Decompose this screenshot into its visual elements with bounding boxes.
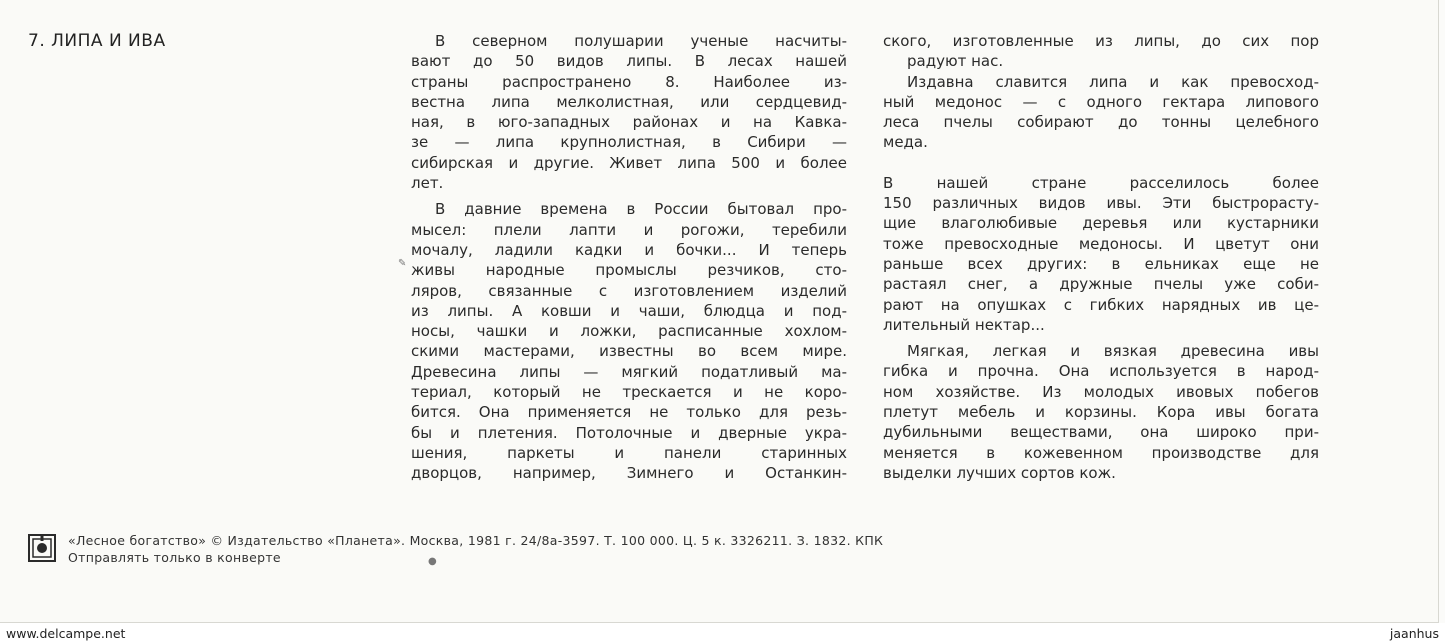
text-line: мочалу, ладили кадки и бочки... И теперь bbox=[411, 240, 847, 259]
text-line: шения, паркеты и панели старинных bbox=[411, 443, 847, 462]
card-title: 7. ЛИПА И ИВА bbox=[28, 31, 166, 51]
text-line: дворцов, например, Зимнего и Останкин- bbox=[411, 464, 847, 483]
text-line: страны распространено 8. Наиболее из- bbox=[411, 72, 847, 91]
text-line: гибка и прочна. Она используется в народ- bbox=[883, 362, 1319, 381]
text-line: 150 различных видов ивы. Эти быстрорасту- bbox=[883, 194, 1319, 213]
text-column-2 bbox=[883, 31, 1319, 483]
text-line: В северном полушарии ученые насчиты- bbox=[435, 32, 847, 50]
text-line: выделки лучших сортов кож. bbox=[883, 463, 1116, 482]
text-line: ляров, связанные с изготовлением изделий bbox=[411, 281, 847, 300]
text-line: мысел: плели лапти и рогожи, теребили bbox=[411, 220, 847, 239]
text-line: Издавна славится липа и как превосход- bbox=[907, 72, 1319, 91]
text-line: Мягкая, легкая и вязкая древесина ивы bbox=[907, 342, 1319, 361]
text-line: дубильными веществами, она широко при- bbox=[883, 423, 1319, 442]
text-line: щие влаголюбивые деревья или кустарники bbox=[883, 214, 1319, 233]
text-line: вестна липа мелколистная, или сердцевид- bbox=[411, 92, 847, 111]
imprint-text bbox=[68, 533, 883, 566]
text-line: радуют нас. bbox=[907, 52, 1004, 71]
text-line: В нашей стране расселилось более bbox=[883, 173, 1319, 192]
text-line: В давние времена в России бытовал про- bbox=[435, 200, 847, 219]
text-line: раньше всех других: в ельниках еще не bbox=[883, 254, 1319, 273]
text-line: ная, в юго-западных районах и на Кавка- bbox=[411, 113, 847, 132]
text-line: бы и плетения. Потолочные и дверные укра- bbox=[411, 423, 847, 442]
dot-mark: ● bbox=[428, 556, 437, 567]
watermark-right: jaanhus bbox=[1389, 626, 1439, 641]
text-line: рают на опушках с гибких нарядных ив це- bbox=[883, 295, 1319, 314]
text-line: меда. bbox=[883, 133, 928, 152]
text-line: бится. Она применяется не только для резь- bbox=[411, 403, 847, 422]
text-line: сибирская и другие. Живет липа 500 и более bbox=[411, 153, 847, 172]
mailing-note: Отправлять только в конверте bbox=[68, 549, 281, 565]
text-line: лительный нектар... bbox=[883, 315, 1045, 334]
text-line: скими мастерами, известны во всем мире. bbox=[411, 342, 847, 361]
watermark-strip bbox=[0, 623, 1445, 643]
pencil-mark: ✎ bbox=[398, 258, 407, 269]
text-line: тоже превосходные медоносы. И цветут они bbox=[883, 234, 1319, 253]
publisher-logo-icon bbox=[28, 534, 56, 562]
text-line: из липы. А ковши и чаши, блюдца и под- bbox=[411, 301, 847, 320]
text-line: носы, чашки и ложки, расписанные хохлом- bbox=[411, 322, 847, 341]
text-line: живы народные промыслы резчиков, сто- bbox=[411, 261, 847, 280]
watermark-left: www.delcampe.net bbox=[6, 626, 126, 641]
text-line: вают до 50 видов липы. В лесах нашей bbox=[411, 52, 847, 71]
text-line: ского, изготовленные из липы, до сих пор bbox=[883, 32, 1319, 50]
imprint-line: «Лесное богатство» © Издательство «Планета». Москва, 1981 г. 24/8а-3597. Т. 100 000. Ц. 5 к. 3326211. З. 1832. КПК bbox=[68, 533, 884, 548]
text-line: растаял снег, а дружные пчелы уже соби- bbox=[883, 275, 1319, 294]
text-line: Древесина липы — мягкий податливый ма- bbox=[411, 362, 847, 381]
text-line: ном хозяйстве. Из молодых ивовых побегов bbox=[883, 382, 1319, 401]
text-line: зе — липа крупнолистная, в Сибири — bbox=[411, 133, 847, 152]
text-column-1 bbox=[411, 31, 847, 484]
text-line: меняется в кожевенном производстве для bbox=[883, 443, 1319, 462]
text-line: териал, который не трескается и не коро- bbox=[411, 383, 847, 402]
text-line: лет. bbox=[411, 174, 444, 193]
text-line: плетут мебель и корзины. Кора ивы богата bbox=[883, 403, 1319, 422]
text-line: леса пчелы собирают до тонны целебного bbox=[883, 113, 1319, 132]
text-line: ный медонос — с одного гектара липового bbox=[883, 92, 1319, 111]
